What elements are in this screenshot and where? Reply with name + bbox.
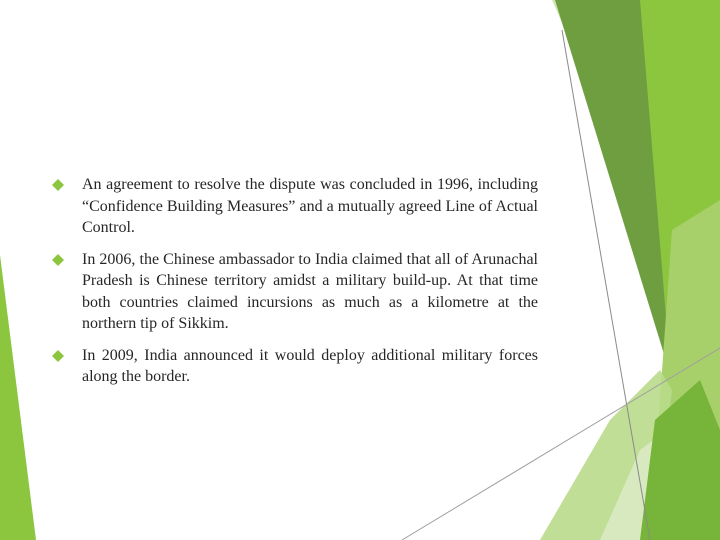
left-edge-wedge: [0, 255, 36, 540]
bullet-item: [52, 249, 538, 335]
bullet-text: An agreement to resolve the dispute was concluded in 1996, including “Confidence Building Measures” and a mutually agreed Line of Actual Control.: [82, 176, 538, 236]
bullet-item: [52, 345, 538, 388]
bullet-text: In 2009, India announced it would deploy additional military forces along the border.: [82, 346, 538, 385]
diamond-bullet-icon: [52, 179, 64, 191]
bullet-item: [52, 174, 538, 239]
diamond-bullet-icon: [52, 350, 64, 362]
bullet-list: [52, 174, 538, 388]
diamond-bullet-icon: [52, 254, 64, 266]
bullet-text: In 2006, the Chinese ambassador to India claimed that all of Arunachal Pradesh is Chinese territory amidst a military build-up. At that time both countries claimed incursions as much as a kilometre at the northern tip of Sikkim.: [82, 250, 538, 332]
slide-body: [52, 174, 538, 398]
